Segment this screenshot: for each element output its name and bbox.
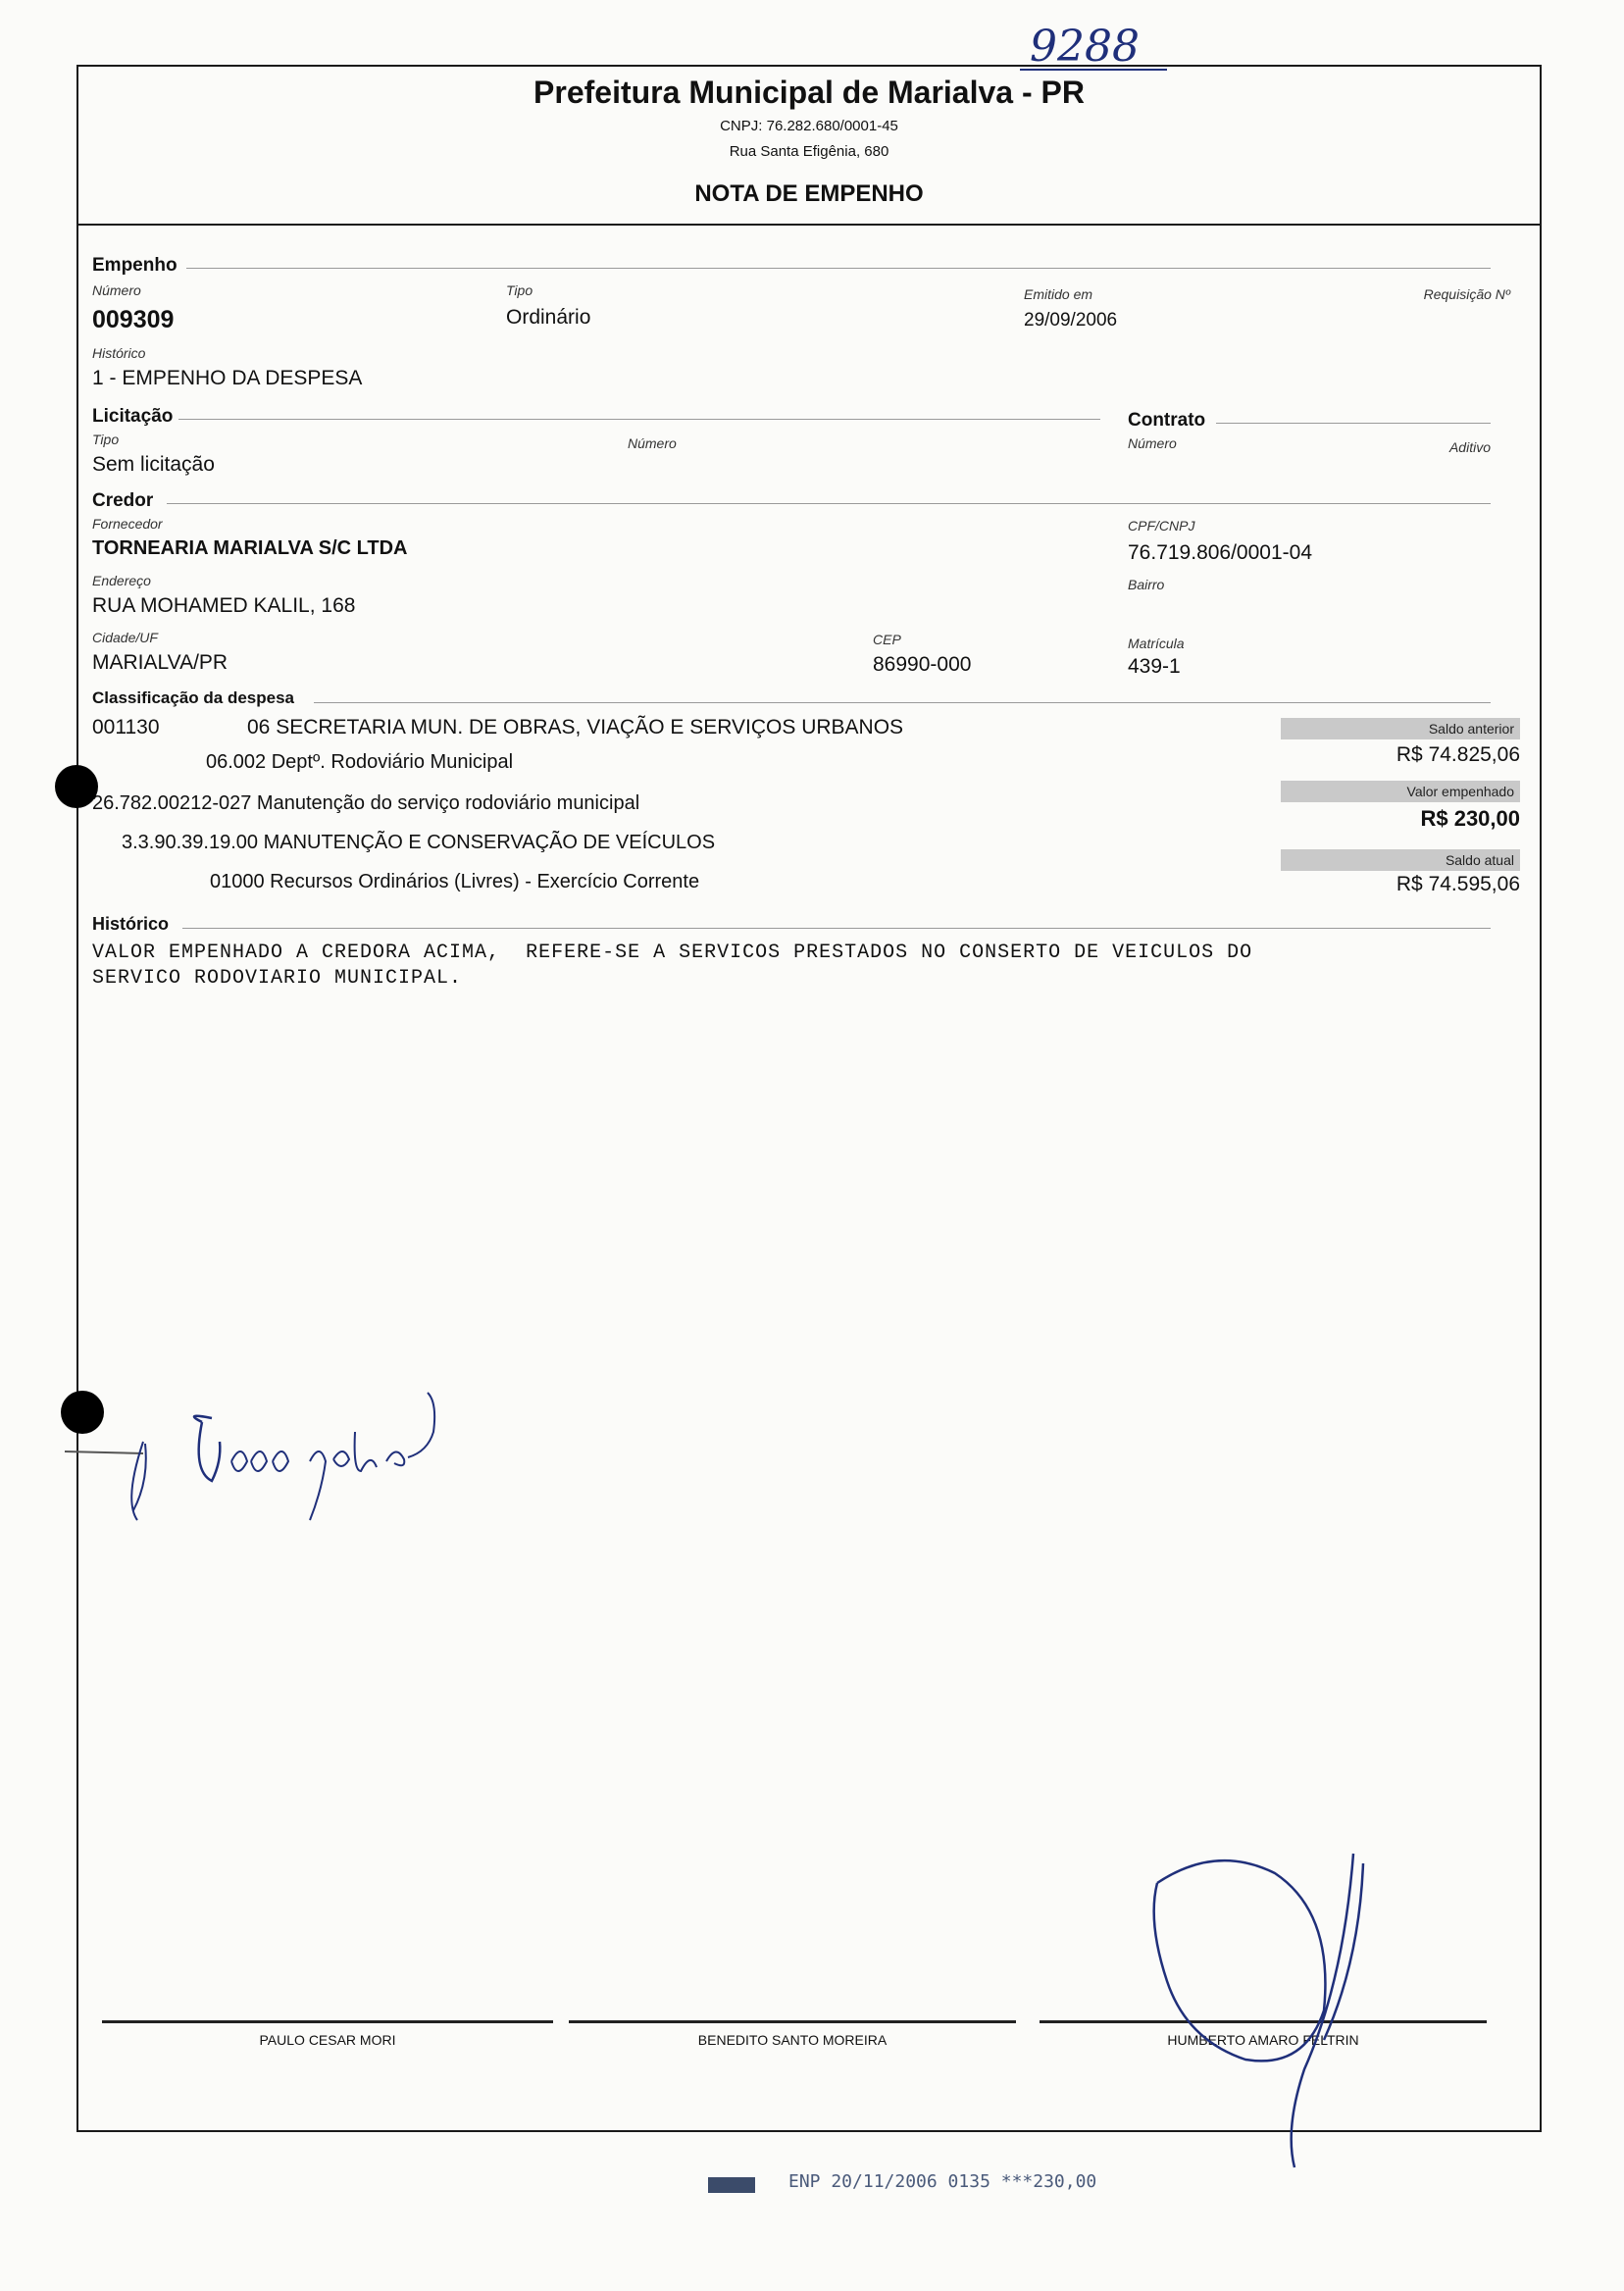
empenho-historico-label: Histórico bbox=[92, 345, 146, 361]
signature-line-2 bbox=[569, 2020, 1016, 2023]
classificacao-line5: 01000 Recursos Ordinários (Livres) - Exercício Corrente bbox=[210, 871, 700, 892]
signature-name-3: HUMBERTO AMARO FELTRIN bbox=[1167, 2032, 1359, 2048]
header-title: Prefeitura Municipal de Marialva - PR bbox=[533, 75, 1085, 110]
footer-stamp-mark bbox=[708, 2177, 755, 2193]
credor-fornecedor: TORNEARIA MARIALVA S/C LTDA bbox=[92, 537, 408, 559]
handwritten-number: 9288 bbox=[1030, 22, 1140, 72]
credor-endereco-label: Endereço bbox=[92, 573, 151, 588]
credor-cep-label: CEP bbox=[873, 632, 901, 647]
punch-hole-top bbox=[55, 765, 98, 808]
licitacao-tipo-label: Tipo bbox=[92, 432, 120, 447]
empenho-numero: 009309 bbox=[92, 306, 175, 333]
classificacao-code: 001130 bbox=[92, 716, 160, 738]
signature-line-1 bbox=[102, 2020, 553, 2023]
header-divider bbox=[76, 224, 1542, 226]
empenho-historico: 1 - EMPENHO DA DESPESA bbox=[92, 367, 363, 389]
historico-line2: SERVICO RODOVIARIO MUNICIPAL. bbox=[92, 967, 463, 990]
classificacao-line2: 06.002 Deptº. Rodoviário Municipal bbox=[206, 751, 514, 773]
saldo-anterior-label: Saldo anterior bbox=[1281, 718, 1520, 739]
contrato-rule bbox=[1216, 423, 1491, 424]
signature-name-1: PAULO CESAR MORI bbox=[259, 2032, 396, 2048]
valor-empenhado-value: R$ 230,00 bbox=[1420, 806, 1520, 831]
credor-cidade-label: Cidade/UF bbox=[92, 630, 158, 645]
contrato-aditivo-label: Aditivo bbox=[1448, 439, 1491, 455]
historico-section-title: Histórico bbox=[92, 914, 170, 934]
credor-cidade: MARIALVA/PR bbox=[92, 651, 228, 674]
credor-matricula: 439-1 bbox=[1128, 655, 1181, 678]
credor-matricula-label: Matrícula bbox=[1128, 636, 1185, 651]
classificacao-section-title: Classificação da despesa bbox=[92, 688, 295, 707]
empenho-tipo: Ordinário bbox=[506, 306, 591, 329]
licitacao-numero-label: Número bbox=[628, 435, 677, 451]
handwritten-signature-bottom bbox=[1128, 1844, 1383, 2177]
handwritten-signature-middle bbox=[55, 1383, 486, 1559]
licitacao-rule bbox=[178, 419, 1100, 420]
credor-fornecedor-label: Fornecedor bbox=[92, 516, 163, 532]
header-address: Rua Santa Efigênia, 680 bbox=[729, 143, 889, 160]
saldo-anterior-value: R$ 74.825,06 bbox=[1396, 743, 1520, 766]
historico-rule bbox=[182, 928, 1491, 929]
credor-rule bbox=[167, 503, 1491, 504]
doc-title: NOTA DE EMPENHO bbox=[694, 180, 924, 207]
licitacao-section-title: Licitação bbox=[92, 406, 174, 427]
credor-section-title: Credor bbox=[92, 490, 154, 511]
credor-endereco: RUA MOHAMED KALIL, 168 bbox=[92, 594, 356, 617]
contrato-section-title: Contrato bbox=[1128, 410, 1206, 431]
classificacao-rule bbox=[314, 702, 1491, 703]
contrato-numero-label: Número bbox=[1128, 435, 1177, 451]
classificacao-line1: 06 SECRETARIA MUN. DE OBRAS, VIAÇÃO E SERVIÇOS URBANOS bbox=[247, 716, 904, 738]
empenho-rule bbox=[186, 268, 1491, 269]
credor-cep: 86990-000 bbox=[873, 653, 972, 676]
classificacao-line3: 26.782.00212-027 Manutenção do serviço rodoviário municipal bbox=[92, 792, 640, 814]
credor-cpf-label: CPF/CNPJ bbox=[1128, 518, 1195, 534]
empenho-tipo-label: Tipo bbox=[506, 282, 533, 298]
credor-bairro-label: Bairro bbox=[1128, 577, 1165, 592]
credor-cpf: 76.719.806/0001-04 bbox=[1128, 541, 1313, 564]
empenho-emitido: 29/09/2006 bbox=[1024, 310, 1118, 331]
footer-stamp: ENP 20/11/2006 0135 ***230,00 bbox=[788, 2171, 1097, 2192]
header-cnpj: CNPJ: 76.282.680/0001-45 bbox=[720, 118, 898, 134]
saldo-atual-label: Saldo atual bbox=[1281, 849, 1520, 871]
empenho-requisicao-label: Requisição Nº bbox=[1423, 286, 1510, 302]
licitacao-tipo: Sem licitação bbox=[92, 453, 215, 476]
valor-empenhado-label: Valor empenhado bbox=[1281, 781, 1520, 802]
signature-name-2: BENEDITO SANTO MOREIRA bbox=[697, 2032, 888, 2048]
empenho-emitido-label: Emitido em bbox=[1024, 286, 1093, 302]
historico-line1: VALOR EMPENHADO A CREDORA ACIMA, REFERE-SE A SERVICOS PRESTADOS NO CONSERTO DE VEICULOS DO bbox=[92, 942, 1253, 964]
saldo-atual-value: R$ 74.595,06 bbox=[1396, 873, 1520, 895]
empenho-numero-label: Número bbox=[92, 282, 141, 298]
empenho-section-title: Empenho bbox=[92, 255, 178, 276]
classificacao-line4: 3.3.90.39.19.00 MANUTENÇÃO E CONSERVAÇÃO DE VEÍCULOS bbox=[122, 832, 716, 853]
